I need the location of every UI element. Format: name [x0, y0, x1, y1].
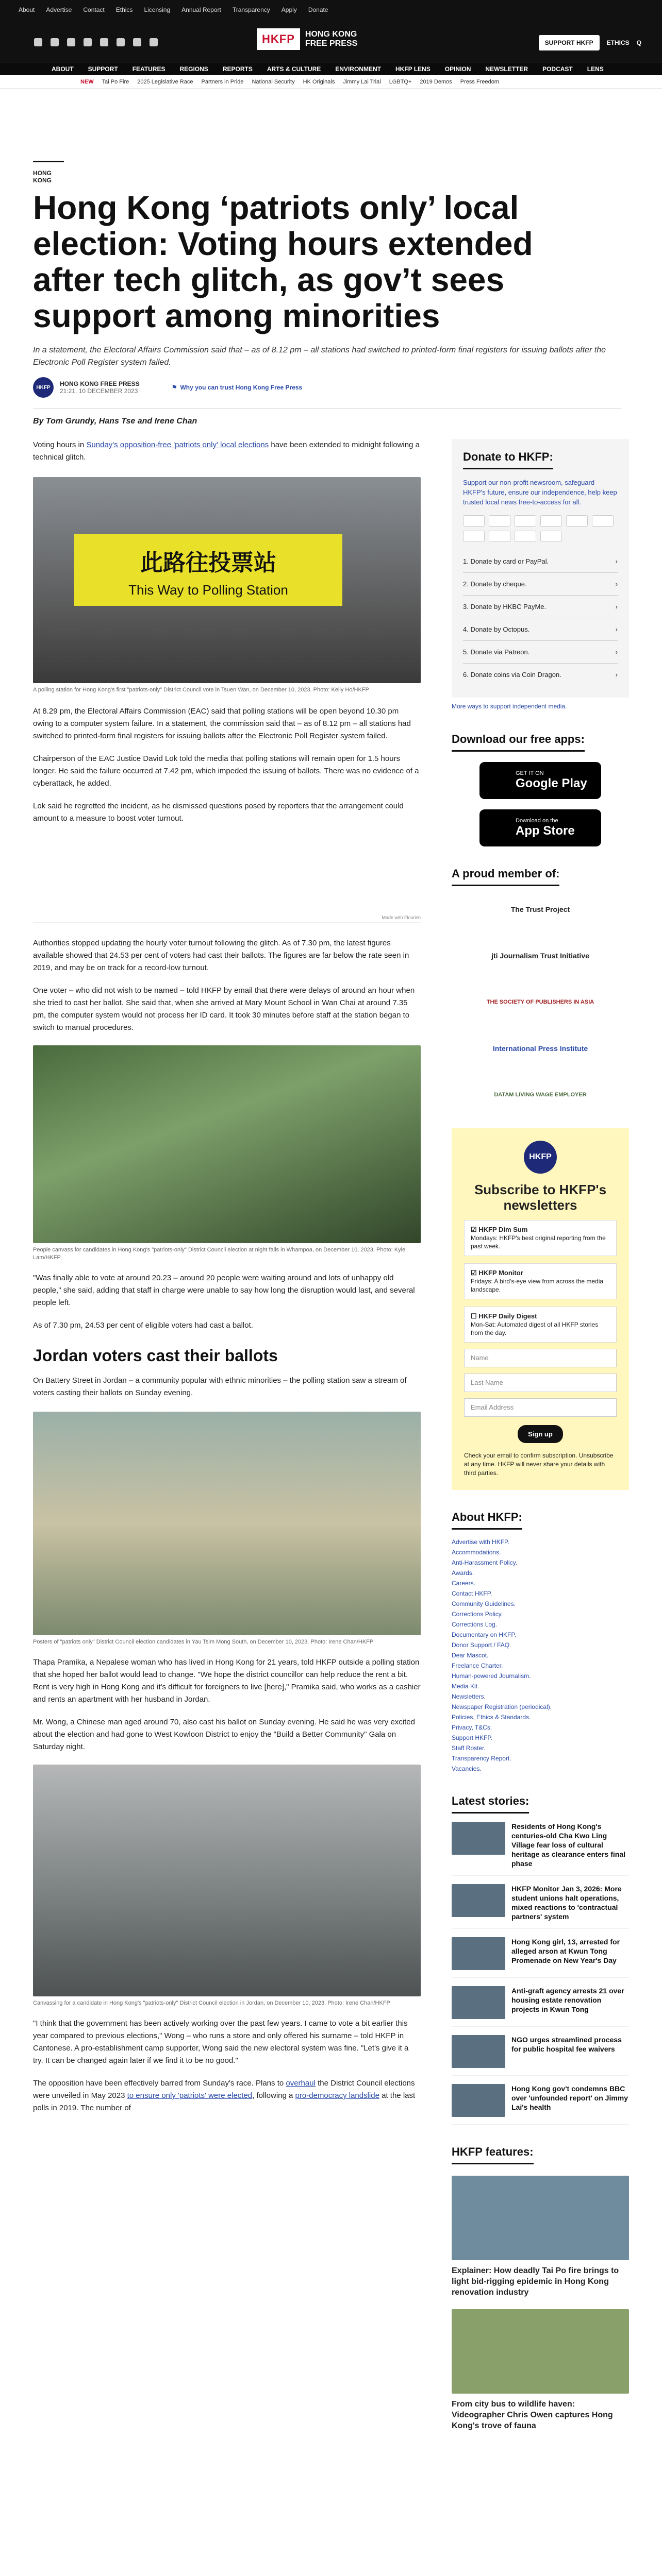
social-icons [34, 38, 158, 46]
top-bar [0, 0, 662, 62]
about-link[interactable]: Contact HKFP. [452, 1590, 492, 1597]
story-item[interactable] [452, 1937, 629, 1978]
newsletter-logo: HKFP [524, 1141, 557, 1174]
donate-option[interactable]: 1. Donate by card or PayPal. › [463, 550, 618, 573]
inline-link[interactable]: overhaul [286, 2079, 316, 2088]
story-item[interactable] [452, 2084, 629, 2125]
nav-item[interactable]: ABOUT [52, 65, 74, 73]
about-link[interactable]: Dear Mascot. [452, 1652, 489, 1659]
paragraph: The opposition have been effectively barred from Sunday's race. Plans to overhaul the District Council elections were unveiled in May 2023 to ensure only 'patriots' were elected, following a pro-democracy landslide at the last polls in 2019. The number of [33, 2079, 416, 2112]
members-section [452, 867, 629, 1118]
paragraph: Authorities stopped updating the hourly voter turnout following the glitch. As of 7.30 pm, the latest figures available showed that 24.53 per cent of voters had cast their ballots. The figures are far below the rate seen in 2019, and may be on track for a record-low turnout. [33, 939, 409, 972]
paragraph: At 8.29 pm, the Electoral Affairs Commission (EAC) said that polling stations will be open beyond 10.30 pm owing to a computer system failure. In a statement, the commission said that – as of 8.12 pm – all stations had switched to printed-form final registers for issuing ballots after the Electronic Poll Register system failed. [33, 707, 411, 740]
patreon-icon [540, 531, 562, 542]
paragraph: On Battery Street in Jordan – a community popular with ethnic minorities – the polling station saw a stream of voters casting their ballots on Sunday evening. [33, 1376, 407, 1397]
last-name-input[interactable]: Last Name [464, 1374, 617, 1392]
about-link[interactable]: Vacancies. [452, 1765, 482, 1772]
paragraph: One voter – who did not wish to be named – told HKFP by email that there were delays of around an hour when she tried to cast her ballot. She said that, when she arrived at Mary Mount School in Wan Chai at around 7.35 pm, the computer system would not process her ID card. It took 30 minutes before staff at the station began to switch to manual procedures. [33, 986, 415, 1032]
top-links [19, 6, 328, 13]
trending-link[interactable]: Partners in Pride [201, 78, 244, 85]
outlet-avatar: HKFP [33, 377, 54, 398]
feature-title: From city bus to wildlife haven: Videographer Chris Owen captures Hong Kong's trove of fauna [452, 2400, 613, 2430]
trending-link[interactable]: Tai Po Fire [102, 78, 129, 85]
trending-link[interactable]: Press Freedom [460, 78, 499, 85]
outlet-name: HONG KONG FREE PRESS [60, 380, 140, 387]
article-page [0, 89, 662, 2576]
top-link[interactable]: Transparency [232, 6, 270, 13]
flourish-credit[interactable]: Made with Flourish [382, 915, 421, 920]
email-input[interactable]: Email Address [464, 1398, 617, 1417]
donate-box [452, 439, 629, 698]
trending-new-label: NEW [80, 78, 94, 85]
about-link[interactable]: Human-powered Journalism. [452, 1672, 531, 1680]
about-link[interactable]: Newsletters. [452, 1693, 486, 1700]
member-logo[interactable]: jti Journalism Trust Initiative [491, 952, 589, 960]
inline-link[interactable]: to ensure only 'patriots' were elected [127, 2091, 253, 2100]
publish-date: 21:21, 10 DECEMBER 2023 [60, 387, 138, 395]
top-link[interactable]: Donate [308, 6, 328, 13]
app-store-button[interactable]: Download on the App Store [479, 809, 601, 846]
nav-item[interactable]: NEWSLETTER [485, 65, 528, 73]
more-ways-link[interactable]: More ways to support independent media. [452, 703, 567, 710]
member-logo[interactable]: The Trust Project [510, 905, 570, 913]
story-thumbnail [452, 1884, 505, 1917]
latest-title: Latest stories: [452, 1794, 529, 1814]
donate-option[interactable]: 5. Donate via Patreon. › [463, 641, 618, 664]
logo-mark: HKFP [257, 28, 300, 50]
story-item[interactable] [452, 2035, 629, 2076]
donate-text[interactable]: Support our non-profit newsroom, safeguard HKFP's future, ensure our independence, help keep trusted local news free-to-access for all. [463, 479, 617, 506]
newsletter-option[interactable]: ☑ HKFP Dim Sum Mondays: HKFP's best original reporting from the past week. [464, 1220, 617, 1256]
googlepay-icon [463, 531, 485, 542]
newsletter-option[interactable]: ☑ HKFP Monitor Fridays: A bird's-eye view from across the media landscape. [464, 1263, 617, 1299]
nav-item[interactable]: PODCAST [542, 65, 573, 73]
telegram-icon[interactable] [100, 38, 108, 46]
story-title: HKFP Monitor Jan 3, 2026: More student unions halt operations, mixed reactions to 'contractual partners' system [511, 1885, 622, 1921]
authors: By Tom Grundy, Hans Tse and Irene Chan [33, 408, 621, 426]
nav-item[interactable]: REGIONS [179, 65, 208, 73]
mastercard-icon [515, 515, 536, 527]
paragraph: "Was finally able to vote at around 20.23 – around 20 people were waiting around and lots of unhappy old people," she said, adding that staff in charge were unable to say how long the disruption would last, and several people left. [33, 1274, 415, 1307]
chevron-right-icon: › [615, 557, 618, 565]
trending-bar [0, 75, 662, 89]
donate-title: Donate to HKFP: [463, 450, 553, 469]
paragraph: Chairperson of the EAC Justice David Lok told the media that polling stations will remain open for 1.5 hours longer. He said the failure occurred at 7.42 pm, which impeded the issuing of ballots. There was no evidence of a cyberattack, he added. [33, 754, 419, 788]
about-link[interactable]: Privacy, T&Cs. [452, 1724, 492, 1731]
about-link[interactable]: Awards. [452, 1569, 474, 1577]
story-item[interactable] [452, 1822, 629, 1876]
story-item[interactable] [452, 1884, 629, 1929]
top-link[interactable]: Contact [83, 6, 105, 13]
top-buttons [539, 35, 641, 50]
facebook-icon[interactable] [34, 38, 42, 46]
top-link[interactable]: Annual Report [181, 6, 221, 13]
chevron-right-icon: › [615, 648, 618, 656]
twitter-icon[interactable] [51, 38, 59, 46]
instagram-icon[interactable] [67, 38, 75, 46]
photo-caption: People canvass for candidates in Hong Kong's "patriots-only" District Council election at night falls in Whampoa, on December 10, 2023. Photo: Kyle Lam/HKFP [33, 1247, 406, 1261]
about-link[interactable]: Media Kit. [452, 1683, 479, 1690]
newsletter-option[interactable]: ☐ HKFP Daily Digest Mon-Sat: Automated digest of all HKFP stories from the day. [464, 1307, 617, 1343]
paypal-icon [566, 515, 588, 527]
chevron-right-icon: › [615, 671, 618, 679]
trust-link[interactable]: ⚑ Why you can trust Hong Kong Free Press [171, 384, 303, 391]
top-link[interactable]: Licensing [144, 6, 171, 13]
nav-item[interactable]: LENS [587, 65, 604, 73]
polling-sign: 此路往投票站 This Way to Polling Station [74, 534, 342, 606]
feature-thumbnail [452, 2176, 629, 2260]
donate-option[interactable]: 2. Donate by cheque. › [463, 573, 618, 596]
about-link[interactable]: Freelance Charter. [452, 1662, 503, 1669]
feature-item[interactable] [452, 2176, 629, 2298]
top-link[interactable]: About [19, 6, 35, 13]
feature-thumbnail [452, 2309, 629, 2394]
section-heading: Jordan voters cast their ballots [33, 1346, 278, 1365]
standfirst: In a statement, the Electoral Affairs Commission said that – as of 8.12 pm – all stations had switched to printed-form final registers for issuing ballots after the Electronic Poll Register system failed. [33, 346, 606, 367]
top-link[interactable]: Apply [281, 6, 297, 13]
article-body [33, 439, 421, 2114]
search-icon[interactable]: Q [636, 39, 641, 46]
ethics-link[interactable]: ETHICS [606, 39, 630, 46]
about-link[interactable]: Donor Support / FAQ. [452, 1641, 511, 1649]
about-link[interactable]: Community Guidelines. [452, 1600, 516, 1607]
chevron-right-icon: › [615, 603, 618, 611]
chevron-right-icon: › [615, 625, 618, 633]
nav-item[interactable]: REPORTS [222, 65, 253, 73]
story-thumbnail [452, 1822, 505, 1855]
site-logo[interactable] [257, 28, 357, 50]
member-logo[interactable]: DATAM LIVING WAGE EMPLOYER [494, 1092, 587, 1098]
trending-link[interactable]: 2025 Legislative Race [137, 78, 193, 85]
paragraph: Voting hours in Sunday's opposition-free 'patriots only' local elections have been extended to midnight following a technical glitch. [33, 440, 420, 462]
applepay-icon [592, 515, 614, 527]
nav-item[interactable]: ENVIRONMENT [335, 65, 381, 73]
about-link[interactable]: Advertise with HKFP. [452, 1538, 509, 1546]
signup-button[interactable]: Sign up [518, 1425, 563, 1443]
feature-title: Explainer: How deadly Tai Po fire brings to light bid-rigging epidemic in Hong Kong renovation industry [452, 2266, 619, 2297]
email-icon[interactable] [133, 38, 141, 46]
latest-list [452, 1822, 629, 2125]
donate-option[interactable]: 6. Donate coins via Coin Dragon. › [463, 664, 618, 686]
story-thumbnail [452, 2035, 505, 2068]
nav-item[interactable]: SUPPORT [88, 65, 118, 73]
inline-link[interactable]: pro-democracy landslide [295, 2091, 379, 2100]
chevron-right-icon: › [615, 580, 618, 588]
about-link[interactable]: Newspaper Registration (periodical). [452, 1703, 552, 1710]
google-play-button[interactable]: GET IT ON Google Play [479, 762, 601, 799]
story-thumbnail [452, 1986, 505, 2019]
category-label[interactable]: HONG KONG [33, 161, 64, 184]
visa-icon [489, 515, 510, 527]
article-title: Hong Kong ‘patriots only’ local election: Voting hours extended after tech glitch, as gov’t sees support among minorities [33, 189, 533, 334]
inline-link[interactable]: Sunday's opposition-free 'patriots only' local elections [86, 440, 269, 449]
feature-item[interactable] [452, 2309, 629, 2431]
card-icon [463, 515, 485, 527]
about-link[interactable]: Accommodations. [452, 1549, 501, 1556]
story-title: Hong Kong girl, 13, arrested for alleged arson at Kwun Tong Promenade on New Year's Day [511, 1938, 620, 1964]
support-button[interactable]: SUPPORT HKFP [539, 35, 600, 50]
nav-item[interactable]: ARTS & CULTURE [267, 65, 321, 73]
name-input[interactable]: Name [464, 1349, 617, 1367]
about-list [452, 1537, 629, 1774]
main-nav [0, 62, 662, 75]
youtube-icon[interactable] [117, 38, 125, 46]
trending-link[interactable]: LGBTQ+ [389, 78, 412, 85]
payme-icon [489, 531, 510, 542]
nav-item[interactable]: OPINION [444, 65, 471, 73]
rss-icon[interactable] [150, 38, 158, 46]
sidebar [452, 439, 629, 2431]
about-title: About HKFP: [452, 1511, 522, 1530]
story-title: Residents of Hong Kong's centuries-old Cha Kwo Ling Village fear loss of cultural heritage as clearance enters final phase [511, 1822, 625, 1868]
paragraph: As of 7.30 pm, 24.53 per cent of eligible voters had cast a ballot. [33, 1321, 253, 1330]
logo-text: HONG KONG FREE PRESS [305, 30, 358, 48]
about-link[interactable]: Policies, Ethics & Standards. [452, 1714, 531, 1721]
candidate-posters-photo [33, 1412, 421, 1635]
trust-icon: ⚑ [171, 384, 177, 391]
about-link[interactable]: Documentary on HKFP. [452, 1631, 517, 1638]
apps-title: Download our free apps: [452, 733, 585, 752]
story-title: Hong Kong gov't condemns BBC over 'unfounded report' on Jimmy Lai's health [511, 2084, 628, 2111]
nav-item[interactable]: HKFP LENS [395, 65, 431, 73]
trending-link[interactable]: HK Originals [303, 78, 335, 85]
member-logo[interactable]: THE SOCIETY OF PUBLISHERS IN ASIA [486, 999, 594, 1005]
top-link[interactable]: Advertise [46, 6, 72, 13]
top-link[interactable]: Ethics [115, 6, 133, 13]
about-link[interactable]: Staff Roster. [452, 1744, 486, 1752]
latest-section [452, 1794, 629, 2125]
photo-caption: Canvassing for a candidate in Hong Kong's "patriots-only" District Council election in Jordan, on December 10, 2023. Photo: Irene Chan/HKFP [33, 2000, 390, 2006]
about-link[interactable]: Support HKFP. [452, 1734, 493, 1741]
features-title: HKFP features: [452, 2145, 534, 2164]
photo-caption: A polling station for Hong Kong's first "patriots-only" District Council vote in Tsuen Wan, on December 10, 2023. Photo: Kelly Ho/HKFP [33, 687, 369, 693]
donate-option[interactable]: 3. Donate by HKBC PayMe. › [463, 596, 618, 618]
nav-item[interactable]: FEATURES [132, 65, 166, 73]
story-title: Anti-graft agency arrests 21 over housing estate renovation projects in Kwun Tong [511, 1987, 624, 2013]
about-section [452, 1511, 629, 1774]
polling-station-photo [33, 477, 421, 683]
octopus-icon [515, 531, 536, 542]
paragraph: Thapa Pramika, a Nepalese woman who has lived in Hong Kong for 21 years, told HKFP outside a polling station that she hoped her ballot would lead to change. "We hope the district councillor can help reduce the rent a bit. Rent is very high in Hong Kong and it's difficult for foreigners to live [here]," Pramika said, who works as a cashier and rents an apartment with her husband in Jordan. [33, 1658, 421, 1704]
trending-link[interactable]: 2019 Demos [420, 78, 452, 85]
about-link[interactable]: Transparency Report. [452, 1755, 511, 1762]
newsletter-title: Subscribe to HKFP's newsletters [474, 1182, 607, 1213]
members-title: A proud member of: [452, 867, 559, 886]
story-thumbnail [452, 1937, 505, 1970]
donate-option[interactable]: 4. Donate by Octopus. › [463, 618, 618, 641]
story-title: NGO urges streamlined process for public hospital fee waivers [511, 2036, 622, 2053]
photo-caption: Posters of "patriots only" District Council election candidates in Yau Tsim Mong South, on December 10, 2023. Photo: Irene Chan/HKFP [33, 1639, 374, 1645]
amex-icon [540, 515, 562, 527]
apps-section [452, 733, 629, 846]
paragraph: Mr. Wong, a Chinese man aged around 70, also cast his ballot on Sunday evening. He said he was very excited about the election and had gone to West Kowloon District to enjoy the "Build a Better Community" Gala on Saturday night. [33, 1718, 415, 1751]
payment-icons [463, 515, 618, 542]
member-logo[interactable]: International Press Institute [492, 1044, 588, 1053]
trending-link[interactable]: National Security [252, 78, 295, 85]
paragraph: "I think that the government has been actively working over the past few years. I came to vote a bit earlier this year compared to previous elections," Wong – who runs a store and only offered his surname – told HKFP in Cantonese. A pro-establishment camp supporter, Wong said the new electoral system was fine. "Let's give it a try. It can be changed again later if we find it to be no good." [33, 2019, 409, 2065]
about-link[interactable]: Careers. [452, 1580, 476, 1587]
newsletter-box [452, 1128, 629, 1490]
jordan-street-photo [33, 1765, 421, 1996]
story-item[interactable] [452, 1986, 629, 2027]
threads-icon[interactable] [84, 38, 92, 46]
embedded-chart-area [33, 825, 421, 923]
byline [33, 377, 302, 398]
canvassing-photo [33, 1045, 421, 1243]
paragraph: Lok said he regretted the incident, as he dismissed questions posed by reporters that the arrangement could amount to a measure to boost voter turnout. [33, 802, 404, 823]
about-link[interactable]: Corrections Policy. [452, 1611, 503, 1618]
about-link[interactable]: Corrections Log. [452, 1621, 498, 1628]
features-section [452, 2145, 629, 2431]
newsletter-note: Check your email to confirm subscription. Unsubscribe at any time. HKFP will never share your details with third parties. [464, 1452, 614, 1477]
story-thumbnail [452, 2084, 505, 2117]
about-link[interactable]: Anti-Harassment Policy. [452, 1559, 518, 1566]
trending-link[interactable]: Jimmy Lai Trial [343, 78, 381, 85]
